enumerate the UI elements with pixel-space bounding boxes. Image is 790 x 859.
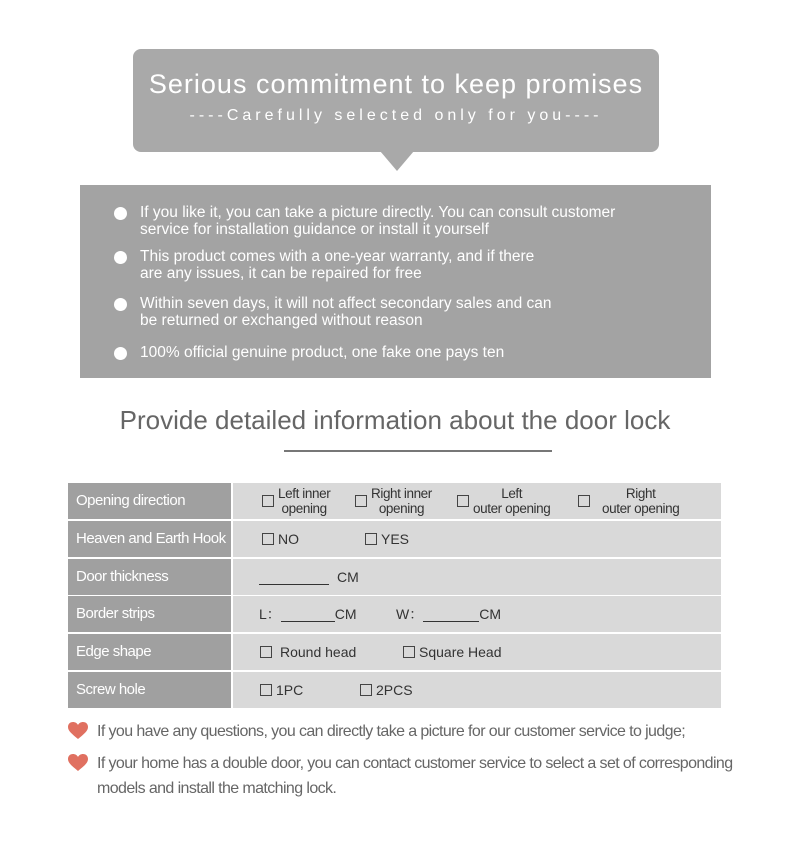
blank-line[interactable] [423,607,479,622]
row-value [233,521,721,557]
table-row [68,483,721,519]
bullet-icon [114,298,127,311]
promise-line: be returned or exchanged without reason [140,312,423,329]
banner-pointer [380,151,414,171]
promise-line: 100% official genuine product, one fake one pays ten [140,344,505,361]
promise-item [114,344,694,361]
option-label: opening [378,501,425,516]
option-2pcs[interactable] [360,672,413,708]
option-label: outer opening [602,501,680,516]
commitment-banner [133,49,659,152]
option-label: NO [278,531,299,547]
promise-panel [80,185,711,378]
option-right-inner[interactable] [355,483,432,519]
option-left-outer[interactable] [457,483,550,519]
row-value [233,559,721,595]
border-length-field[interactable] [259,596,357,632]
bullet-icon [114,251,127,264]
width-prefix: W： [396,606,424,622]
option-label: opening [281,501,327,516]
checkbox-icon[interactable] [403,646,415,658]
promise-line: Within seven days, it will not affect secondary sales and can [140,295,552,312]
row-label: Opening direction [68,483,231,519]
option-right-outer[interactable] [578,483,679,519]
note-item [68,719,768,744]
option-round-head[interactable] [260,634,356,670]
row-label: Edge shape [68,634,231,670]
promise-item [114,248,694,282]
unit-label: CM [337,569,359,585]
row-label: Heaven and Earth Hook [68,521,231,557]
table-row [68,634,721,670]
promise-item [114,295,694,329]
option-label: 2PCS [376,682,413,698]
note-line: If your home has a double door, you can contact customer service to select a set of corresponding [97,755,733,772]
note-item [68,751,768,801]
promise-line: service for installation guidance or install it yourself [140,221,489,238]
row-value [233,483,721,519]
thickness-field[interactable] [259,559,359,595]
banner-title: Serious commitment to keep promises [148,69,644,99]
checkbox-icon[interactable] [262,495,274,507]
table-row [68,672,721,708]
checkbox-icon[interactable] [365,533,377,545]
option-1pc[interactable] [260,672,303,708]
bullet-icon [114,347,127,360]
checkbox-icon[interactable] [260,646,272,658]
row-value [233,596,721,632]
border-width-field[interactable] [396,596,501,632]
promise-line: This product comes with a one-year warranty, and if there [140,248,535,265]
option-label: Right [625,486,656,501]
option-no[interactable] [262,521,299,557]
table-row [68,521,721,557]
row-label: Border strips [68,596,231,632]
title-underline [284,450,552,452]
note-line: If you have any questions, you can directly take a picture for our customer service to judge; [97,723,686,740]
promise-line: are any issues, it can be repaired for free [140,265,422,282]
option-label: Left [501,486,523,501]
option-label: Left inner [278,486,331,501]
table-row [68,559,721,595]
option-label: YES [381,531,410,547]
unit-label: CM [479,606,501,622]
option-label: Right inner [371,486,432,501]
blank-line[interactable] [281,607,335,622]
promise-item [114,204,694,238]
checkbox-icon[interactable] [578,495,590,507]
row-label: Screw hole [68,672,231,708]
row-label: Door thickness [68,559,231,595]
unit-label: CM [334,606,357,622]
option-left-inner[interactable] [262,483,330,519]
row-value [233,634,721,670]
section-title: Provide detailed information about the door lock [119,405,671,435]
checkbox-icon[interactable] [457,495,469,507]
option-label: outer opening [473,501,551,516]
checkbox-icon[interactable] [355,495,367,507]
option-label: Round head [280,644,357,660]
option-label: Square Head [419,644,502,660]
checkbox-icon[interactable] [262,533,274,545]
table-row [68,596,721,632]
heart-icon [68,754,88,772]
checkbox-icon[interactable] [260,684,272,696]
note-line: models and install the matching lock. [97,780,337,797]
blank-line[interactable] [259,570,329,585]
banner-subtitle: ----Carefully selected only for you---- [189,107,603,124]
option-label: 1PC [276,682,304,698]
row-value [233,672,721,708]
option-yes[interactable] [365,521,409,557]
bullet-icon [114,207,127,220]
checkbox-icon[interactable] [360,684,372,696]
length-prefix: L： [259,606,281,622]
promise-line: If you like it, you can take a picture directly. You can consult customer [140,204,616,221]
heart-icon [68,722,88,740]
option-square-head[interactable] [403,634,502,670]
